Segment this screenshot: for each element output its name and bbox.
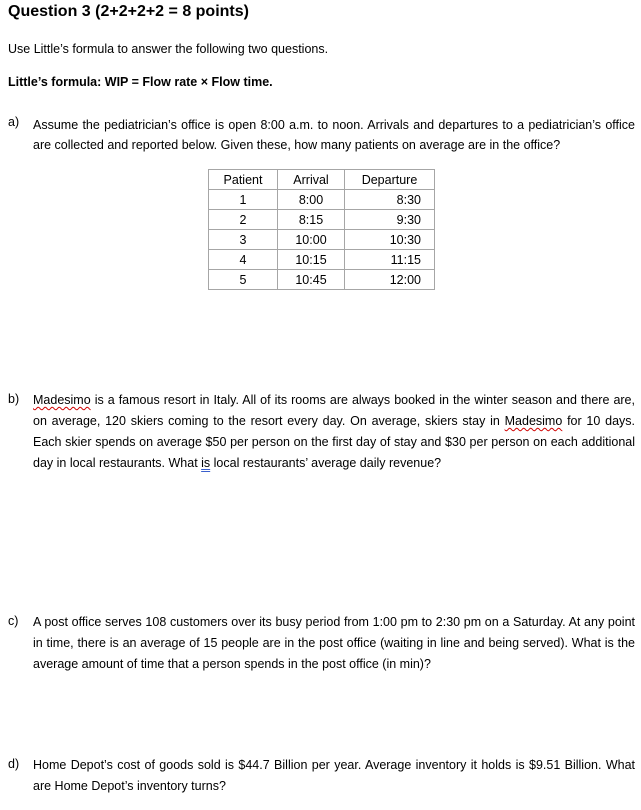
header-departure: Departure xyxy=(345,170,435,190)
cell-departure: 8:30 xyxy=(345,190,435,210)
cell-arrival: 10:00 xyxy=(278,230,345,250)
spellcheck-word: Madesimo xyxy=(504,414,563,428)
cell-arrival: 8:15 xyxy=(278,210,345,230)
header-patient: Patient xyxy=(209,170,278,190)
part-c-label: c) xyxy=(8,614,19,628)
formula-text: Little’s formula: WIP = Flow rate × Flow time. xyxy=(8,75,273,89)
table-row xyxy=(209,270,435,290)
part-c-text: A post office serves 108 customers over its busy period from 1:00 pm to 2:30 pm on a Saturday. At any point in time, there is an average of 15 people are in the post office (waiting in line and being served). What is the average amount of time that a person spends in the post office (in min)? xyxy=(33,615,635,671)
part-b-segment: local restaurants’ average daily revenue? xyxy=(210,456,442,470)
part-a-text: Assume the pediatrician’s office is open 8:00 a.m. to noon. Arrivals and departures to a pediatrician’s office are collected and reported below. Given these, how many patients on average are in the office? xyxy=(33,118,635,152)
table-row xyxy=(209,210,435,230)
part-b-segment: for 10 days. Each skier spends on average $50 per person on the first day of stay and $30 per person on each additional day in local restaurants. What xyxy=(33,414,635,470)
table-header-row xyxy=(209,170,435,190)
cell-arrival: 10:15 xyxy=(278,250,345,270)
cell-patient: 1 xyxy=(209,190,278,210)
intro-text: Use Little’s formula to answer the following two questions. xyxy=(8,42,329,56)
cell-departure: 12:00 xyxy=(345,270,435,290)
cell-patient: 4 xyxy=(209,250,278,270)
header-arrival: Arrival xyxy=(278,170,345,190)
part-d-label: d) xyxy=(8,757,20,771)
cell-departure: 11:15 xyxy=(345,250,435,270)
patient-table xyxy=(208,169,435,290)
cell-patient: 3 xyxy=(209,230,278,250)
question-title: Question 3 (2+2+2+2 = 8 points) xyxy=(8,3,249,20)
cell-patient: 5 xyxy=(209,270,278,290)
cell-departure: 10:30 xyxy=(345,230,435,250)
part-b-text xyxy=(33,390,635,474)
cell-arrival: 10:45 xyxy=(278,270,345,290)
table-row xyxy=(209,250,435,270)
part-a-label: a) xyxy=(8,115,20,129)
grammar-check-word: is xyxy=(201,456,211,470)
part-b-segment: is a famous resort in Italy. All of its rooms are always booked in the winter season and there are, on average, 120 skiers coming to the resort every day. On average, skiers stay in xyxy=(33,393,635,428)
spellcheck-word: Madesimo xyxy=(33,393,91,407)
cell-patient: 2 xyxy=(209,210,278,230)
part-d-text: Home Depot’s cost of goods sold is $44.7 Billion per year. Average inventory it holds is $9.51 Billion. What are Home Depot’s inventory turns? xyxy=(33,758,635,793)
part-b-label: b) xyxy=(8,392,20,406)
table-row xyxy=(209,190,435,210)
cell-departure: 9:30 xyxy=(345,210,435,230)
cell-arrival: 8:00 xyxy=(278,190,345,210)
table-row xyxy=(209,230,435,250)
